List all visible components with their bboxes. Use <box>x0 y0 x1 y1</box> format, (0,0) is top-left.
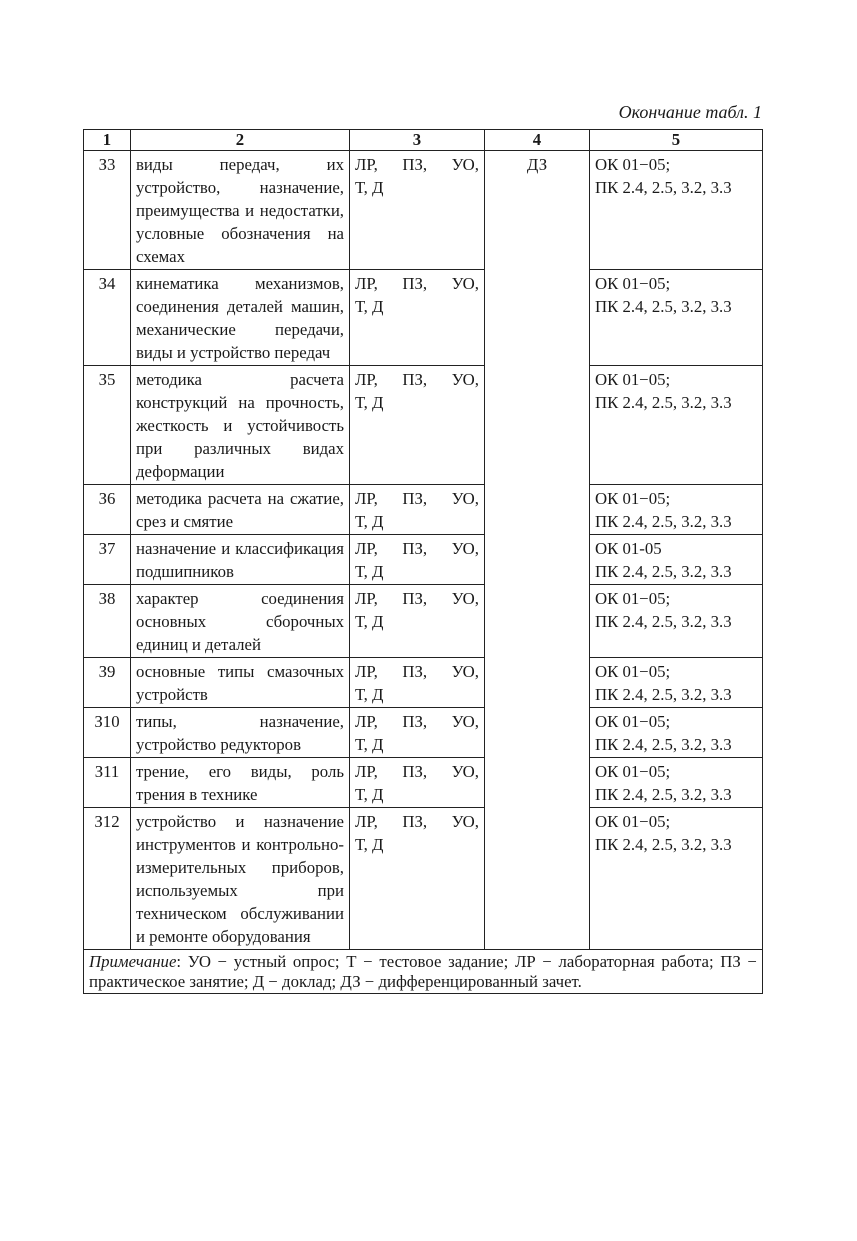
forms-line: Т, Д <box>355 512 384 531</box>
forms-line: Т, Д <box>355 835 384 854</box>
competency-ok: ОК 01−05; <box>595 155 671 174</box>
competency-ok: ОК 01−05; <box>595 762 671 781</box>
forms-line: Т, Д <box>355 178 384 197</box>
header-row <box>84 130 763 151</box>
row-number: З8 <box>84 585 131 658</box>
row-competencies <box>590 708 763 758</box>
row-description: кинематика механизмов, соединения деталей машин, механические передачи, виды и устройство передач <box>131 270 350 366</box>
competency-pk: ПК 2.4, 2.5, 3.2, 3.3 <box>595 785 732 804</box>
competency-pk: ПК 2.4, 2.5, 3.2, 3.3 <box>595 562 732 581</box>
forms-line: ЛР, ПЗ, УО, <box>355 812 479 831</box>
table-row <box>84 485 763 535</box>
competency-table <box>83 129 763 994</box>
row-number: З12 <box>84 808 131 950</box>
row-description: характер соединения основных сборочных единиц и деталей <box>131 585 350 658</box>
row-control-forms <box>350 270 485 366</box>
competency-ok: ОК 01-05 <box>595 539 662 558</box>
competency-ok: ОК 01−05; <box>595 370 671 389</box>
row-description: виды передач, их устройство, назначение, преимущества и недостатки, условные обозначения на схемах <box>131 151 350 270</box>
competency-pk: ПК 2.4, 2.5, 3.2, 3.3 <box>595 512 732 531</box>
row-number: З10 <box>84 708 131 758</box>
note-row <box>84 950 763 994</box>
row-description: трение, его виды, роль трения в технике <box>131 758 350 808</box>
certification-form: ДЗ <box>485 151 590 950</box>
competency-ok: ОК 01−05; <box>595 589 671 608</box>
row-number: З3 <box>84 151 131 270</box>
row-competencies <box>590 585 763 658</box>
competency-ok: ОК 01−05; <box>595 274 671 293</box>
row-competencies <box>590 270 763 366</box>
forms-line: Т, Д <box>355 562 384 581</box>
competency-ok: ОК 01−05; <box>595 812 671 831</box>
competency-pk: ПК 2.4, 2.5, 3.2, 3.3 <box>595 835 732 854</box>
row-number: З5 <box>84 366 131 485</box>
row-control-forms <box>350 658 485 708</box>
row-competencies <box>590 366 763 485</box>
competency-ok: ОК 01−05; <box>595 489 671 508</box>
row-competencies <box>590 485 763 535</box>
competency-pk: ПК 2.4, 2.5, 3.2, 3.3 <box>595 393 732 412</box>
row-control-forms <box>350 366 485 485</box>
row-number: З6 <box>84 485 131 535</box>
header-cell-2: 2 <box>131 130 350 151</box>
table-note <box>84 950 763 994</box>
competency-ok: ОК 01−05; <box>595 712 671 731</box>
table-caption: Окончание табл. 1 <box>618 102 762 122</box>
row-control-forms <box>350 485 485 535</box>
note-label: Примечание <box>89 952 177 971</box>
forms-line: ЛР, ПЗ, УО, <box>355 662 479 681</box>
forms-line: ЛР, ПЗ, УО, <box>355 539 479 558</box>
row-description: устройство и назначение инструментов и контрольно-измерительных приборов, используемых при техническом обслуживании и ремонте оборудования <box>131 808 350 950</box>
header-cell-5: 5 <box>590 130 763 151</box>
competency-pk: ПК 2.4, 2.5, 3.2, 3.3 <box>595 297 732 316</box>
row-description: назначение и классификация подшипников <box>131 535 350 585</box>
row-competencies <box>590 151 763 270</box>
forms-line: Т, Д <box>355 393 384 412</box>
table-row <box>84 366 763 485</box>
row-control-forms <box>350 585 485 658</box>
forms-line: Т, Д <box>355 297 384 316</box>
row-control-forms <box>350 708 485 758</box>
competency-pk: ПК 2.4, 2.5, 3.2, 3.3 <box>595 178 732 197</box>
table-row <box>84 270 763 366</box>
forms-line: ЛР, ПЗ, УО, <box>355 489 479 508</box>
table-row <box>84 708 763 758</box>
forms-line: ЛР, ПЗ, УО, <box>355 370 479 389</box>
note-text: : УО − устный опрос; Т − тестовое задание; ЛР − лабораторная работа; ПЗ − практическое занятие; Д − доклад; ДЗ − дифференцированный зачет. <box>89 952 757 991</box>
forms-line: ЛР, ПЗ, УО, <box>355 274 479 293</box>
competency-pk: ПК 2.4, 2.5, 3.2, 3.3 <box>595 612 732 631</box>
forms-line: Т, Д <box>355 685 384 704</box>
row-competencies <box>590 808 763 950</box>
row-control-forms <box>350 808 485 950</box>
header-cell-4: 4 <box>485 130 590 151</box>
row-control-forms <box>350 151 485 270</box>
forms-line: ЛР, ПЗ, УО, <box>355 589 479 608</box>
forms-line: ЛР, ПЗ, УО, <box>355 712 479 731</box>
row-competencies <box>590 535 763 585</box>
table-row <box>84 758 763 808</box>
table-row <box>84 658 763 708</box>
row-description: основные типы смазочных устройств <box>131 658 350 708</box>
row-number: З4 <box>84 270 131 366</box>
row-description: методика расчета конструкций на прочность, жесткость и устойчивость при различных видах деформации <box>131 366 350 485</box>
forms-line: ЛР, ПЗ, УО, <box>355 155 479 174</box>
row-control-forms <box>350 758 485 808</box>
header-cell-1: 1 <box>84 130 131 151</box>
row-number: З7 <box>84 535 131 585</box>
row-number: З9 <box>84 658 131 708</box>
forms-line: ЛР, ПЗ, УО, <box>355 762 479 781</box>
table-row <box>84 535 763 585</box>
row-control-forms <box>350 535 485 585</box>
forms-line: Т, Д <box>355 785 384 804</box>
competency-pk: ПК 2.4, 2.5, 3.2, 3.3 <box>595 735 732 754</box>
row-description: методика расчета на сжатие, срез и смятие <box>131 485 350 535</box>
forms-line: Т, Д <box>355 612 384 631</box>
table-row <box>84 808 763 950</box>
competency-ok: ОК 01−05; <box>595 662 671 681</box>
competency-pk: ПК 2.4, 2.5, 3.2, 3.3 <box>595 685 732 704</box>
row-description: типы, назначение, устройство редукторов <box>131 708 350 758</box>
table-row <box>84 151 763 270</box>
row-number: З11 <box>84 758 131 808</box>
header-cell-3: 3 <box>350 130 485 151</box>
forms-line: Т, Д <box>355 735 384 754</box>
table-row <box>84 585 763 658</box>
row-competencies <box>590 758 763 808</box>
row-competencies <box>590 658 763 708</box>
